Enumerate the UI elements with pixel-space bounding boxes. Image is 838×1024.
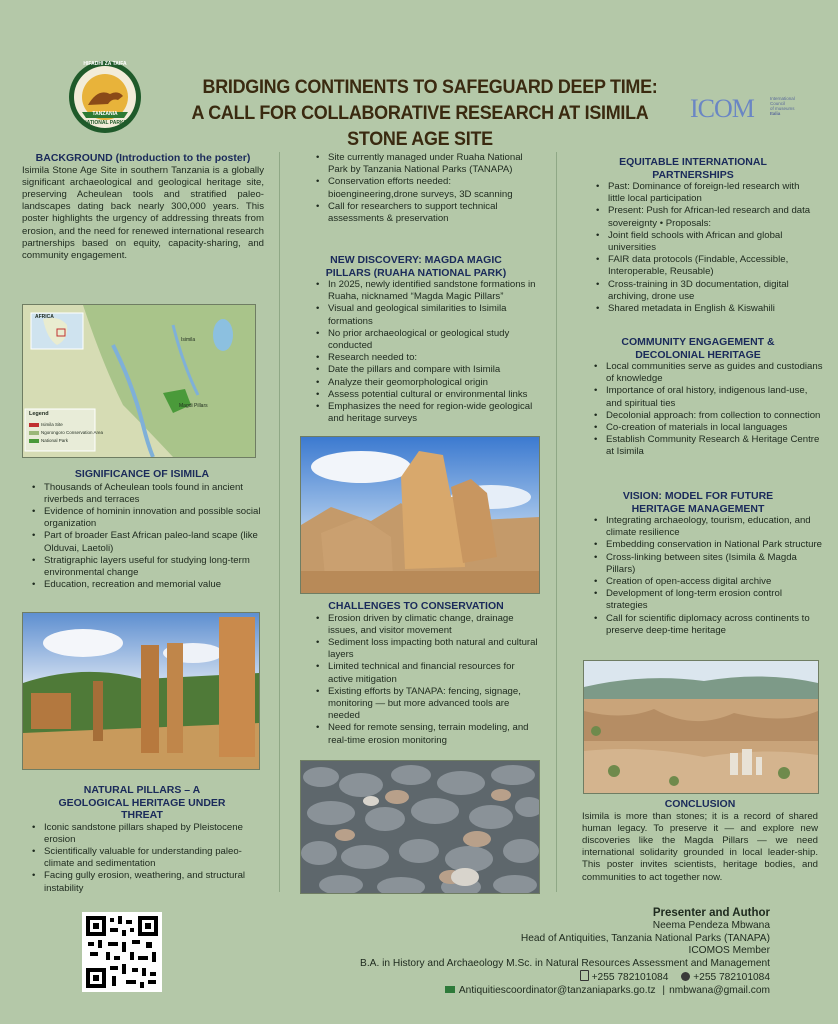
list-item: • Cross-linking between sites (Isimila & Magda Pillars) [606,552,826,576]
icom-logo [690,94,800,122]
new-discovery-section [290,254,542,425]
poster-title-line1: BRIDGING CONTINENTS TO SAFEGUARD DEEP TIME: [202,76,658,98]
vision-heading: VISION: MODEL FOR FUTURE HERITAGE MANAGEMENT [622,490,774,515]
list-item: • Visual and geological similarities to Isimila formations [328,303,542,327]
community-heading: COMMUNITY ENGAGEMENT & DECOLONIAL HERITAGE [621,336,775,361]
author-block [250,906,770,998]
author-degrees: B.A. in History and Archaeology M.Sc. in Natural Resources Assessment and Management [360,957,770,969]
list-item: • Sediment loss impacting both natural and cultural layers [328,637,542,661]
new-discovery-list [290,279,542,425]
list-item: • Emphasizes the need for region-wide geological and heritage surveys [328,401,542,425]
list-item: • Integrating archaeology, tourism, education, and climate resilience [606,515,826,539]
list-item: • Stratigraphic layers useful for studying long-term environmental change [44,555,262,579]
list-item: • Scientifically valuable for understanding paleo-climate and sedimentation [44,846,262,870]
significance-list [22,482,262,592]
list-item: • FAIR data protocols (Findable, Accessible, Interoperable, Reusable) [608,254,816,278]
icom-logo-text: ICOM [690,94,754,123]
author-phone[interactable]: +255 782101084 [591,972,669,984]
author-role: Head of Antiquities, Tanzania National Parks (TANAPA) [520,932,770,944]
challenges-section [290,600,542,747]
list-item: • Joint field schools with African and global universities [608,230,816,254]
significance-heading: SIGNIFICANCE OF ISIMILA [74,468,210,480]
tanapa-logo-mid-text: TANZANIA [92,111,118,117]
background-text: Isimila Stone Age Site in southern Tanzania is a globally significant archaeological and geological heritage site, preserving Acheulean tools and stratified paleo-landscapes dating back nearly 300,000 years. This poster highlights the urgency of addressing threats from erosion, and the need for renewed international research partnerships based on equity, capacity-sharing, and community engagement. [22,164,264,261]
vision-section [570,490,826,637]
isimila-pillars-photo [22,612,260,770]
tanapa-logo [68,60,142,134]
list-item: • Evidence of hominin innovation and possible social organization [44,506,262,530]
list-item: • Past: Dominance of foreign-led research with little local participation [608,181,816,205]
list-item: • Development of long-term erosion control strategies [606,588,826,612]
map-label-magdi: Magdi Pillars [179,403,208,409]
list-item: • Importance of oral history, indigenous land-use, and spiritual ties [606,385,826,409]
list-item: • Shared metadata in English & Kiswahili [608,303,816,315]
conclusion-text: Isimila is more than stones; it is a record of shared human legacy. To preserve it — and explore new discoveries like the Magda Pillars — we need international solidarity grounded in local leader-ship. This poster invites scientists, heritage bodies, and communities to act together now. [582,810,818,883]
list-item: • Facing gully erosion, weathering, and structural instability [44,870,262,894]
list-item: • Embedding conservation in National Park structure [606,539,826,551]
list-item: • Date the pillars and compare with Isimila [328,364,542,376]
icom-sub3: of museums [770,106,795,111]
map-legend-title: Legend [29,411,49,417]
list-item: • Co-creation of materials in local languages [606,422,826,434]
magda-pillars-photo [300,436,540,594]
poster-title-line2: A CALL FOR COLLABORATIVE RESEARCH AT ISIMILA STONE AGE SITE [191,102,649,150]
whatsapp-icon [681,972,690,981]
author-membership: ICOMOS Member [688,945,770,957]
list-item: • Education, recreation and memorial value [44,579,262,591]
conclusion-heading: CONCLUSION [664,798,736,810]
icom-sub4: Italia [770,111,781,116]
list-item: • Analyze their geomorphological origin [328,377,542,389]
map-label-isimila: Isimila [181,337,196,343]
list-item: • Site currently managed under Ruaha National Park by Tanzania National Parks (TANAPA) [328,152,542,176]
list-item: • Local communities serve as guides and custodians of knowledge [606,361,826,385]
email-separator: | [662,984,666,996]
new-discovery-heading: NEW DISCOVERY: MAGDA MAGIC PILLARS (RUAHA NATIONAL PARK) [325,254,507,279]
author-whatsapp[interactable]: +255 782101084 [693,972,770,984]
map-legend-item: Ngorongoro Conservation Area [41,430,104,435]
author-emails [250,985,770,998]
icom-sub2: Council [770,101,786,106]
acheulean-stones-photo [300,760,540,894]
background-section [22,152,264,262]
location-map [22,304,256,458]
email-icon [445,986,455,993]
list-item: • Cross-training in 3D documentation, digital archiving, drone use [608,279,816,303]
list-item: • Iconic sandstone pillars shaped by Pleistocene erosion [44,822,262,846]
conclusion-section [582,798,818,884]
list-item: • Limited technical and financial resources for active mitigation [328,661,542,685]
isimila-landscape-photo [583,660,819,794]
list-item: • Call for scientific diplomacy across continents to preserve deep-time heritage [606,613,826,637]
list-item: • Erosion driven by climatic change, drainage issues, and visitor movement [328,613,542,637]
list-item: • Need for remote sensing, terrain modeling, and real-time erosion monitoring [328,722,542,746]
author-email[interactable]: Antiquitiescoordinator@tanzaniaparks.go.tz [458,984,656,996]
list-item: • Present: Push for African-led research and data sovereignty • Proposals: [608,205,816,229]
list-item: • Research needed to: [328,352,542,364]
list-item: • No prior archaeological or geological study conducted [328,328,542,352]
list-item: • Conservation efforts needed: bioengineering,drone surveys, 3D scanning [328,176,542,200]
author-name: Neema Pendeza Mbwana [652,920,770,931]
author-phones [250,970,770,985]
equitable-heading: EQUITABLE INTERNATIONAL PARTNERSHIPS [619,156,767,181]
vision-list [570,515,826,637]
column-divider-right [556,152,557,892]
equitable-list [570,181,816,315]
list-item: • In 2025, newly identified sandstone formations in Ruaha, nicknamed “Magda Magic Pillars” [328,279,542,303]
tanapa-logo-bottom-text: NATIONAL PARKS [83,120,127,126]
list-item: • Call for researchers to support technical assessments & preservation [328,201,542,225]
column-divider-left [279,152,280,892]
map-legend-item: Isimila Site [41,422,63,427]
list-item: • Existing efforts by TANAPA: fencing, signage, monitoring — but more advanced tools are needed [328,686,542,723]
list-item: • Part of broader East African paleo-land scape (like Olduvai, Laetoli) [44,530,262,554]
list-item: • Establish Community Research & Heritage Centre at Isimila [606,434,826,458]
list-item: • Thousands of Acheulean tools found in ancient riverbeds and terraces [44,482,262,506]
map-label-africa: AFRICA [35,314,54,320]
natural-pillars-heading: NATURAL PILLARS – A GEOLOGICAL HERITAGE UNDER THREAT [58,784,226,821]
challenges-heading: CHALLENGES TO CONSERVATION [328,600,504,612]
map-legend-item: National Park [41,438,69,443]
list-item: • Assess potential cultural or environmental links [328,389,542,401]
author-email2[interactable]: nmbwana@gmail.com [669,984,770,996]
equitable-section [570,156,816,315]
list-item: • Creation of open-access digital archive [606,576,826,588]
background-heading: BACKGROUND (Introduction to the poster) [35,152,251,164]
qr-code[interactable] [82,912,162,992]
icom-sub1: International [770,96,795,101]
management-list [290,152,542,225]
significance-section [22,468,262,591]
natural-pillars-list [22,822,262,895]
list-item: • Decolonial approach: from collection to connection [606,410,826,422]
community-section [570,336,826,459]
community-list [570,361,826,459]
management-section [290,152,542,225]
natural-pillars-section [22,784,262,895]
challenges-list [290,613,542,747]
author-heading: Presenter and Author [652,907,770,919]
phone-icon [580,970,589,981]
tanapa-logo-top-text: HIFADHI ZA TAIFA [83,61,127,67]
